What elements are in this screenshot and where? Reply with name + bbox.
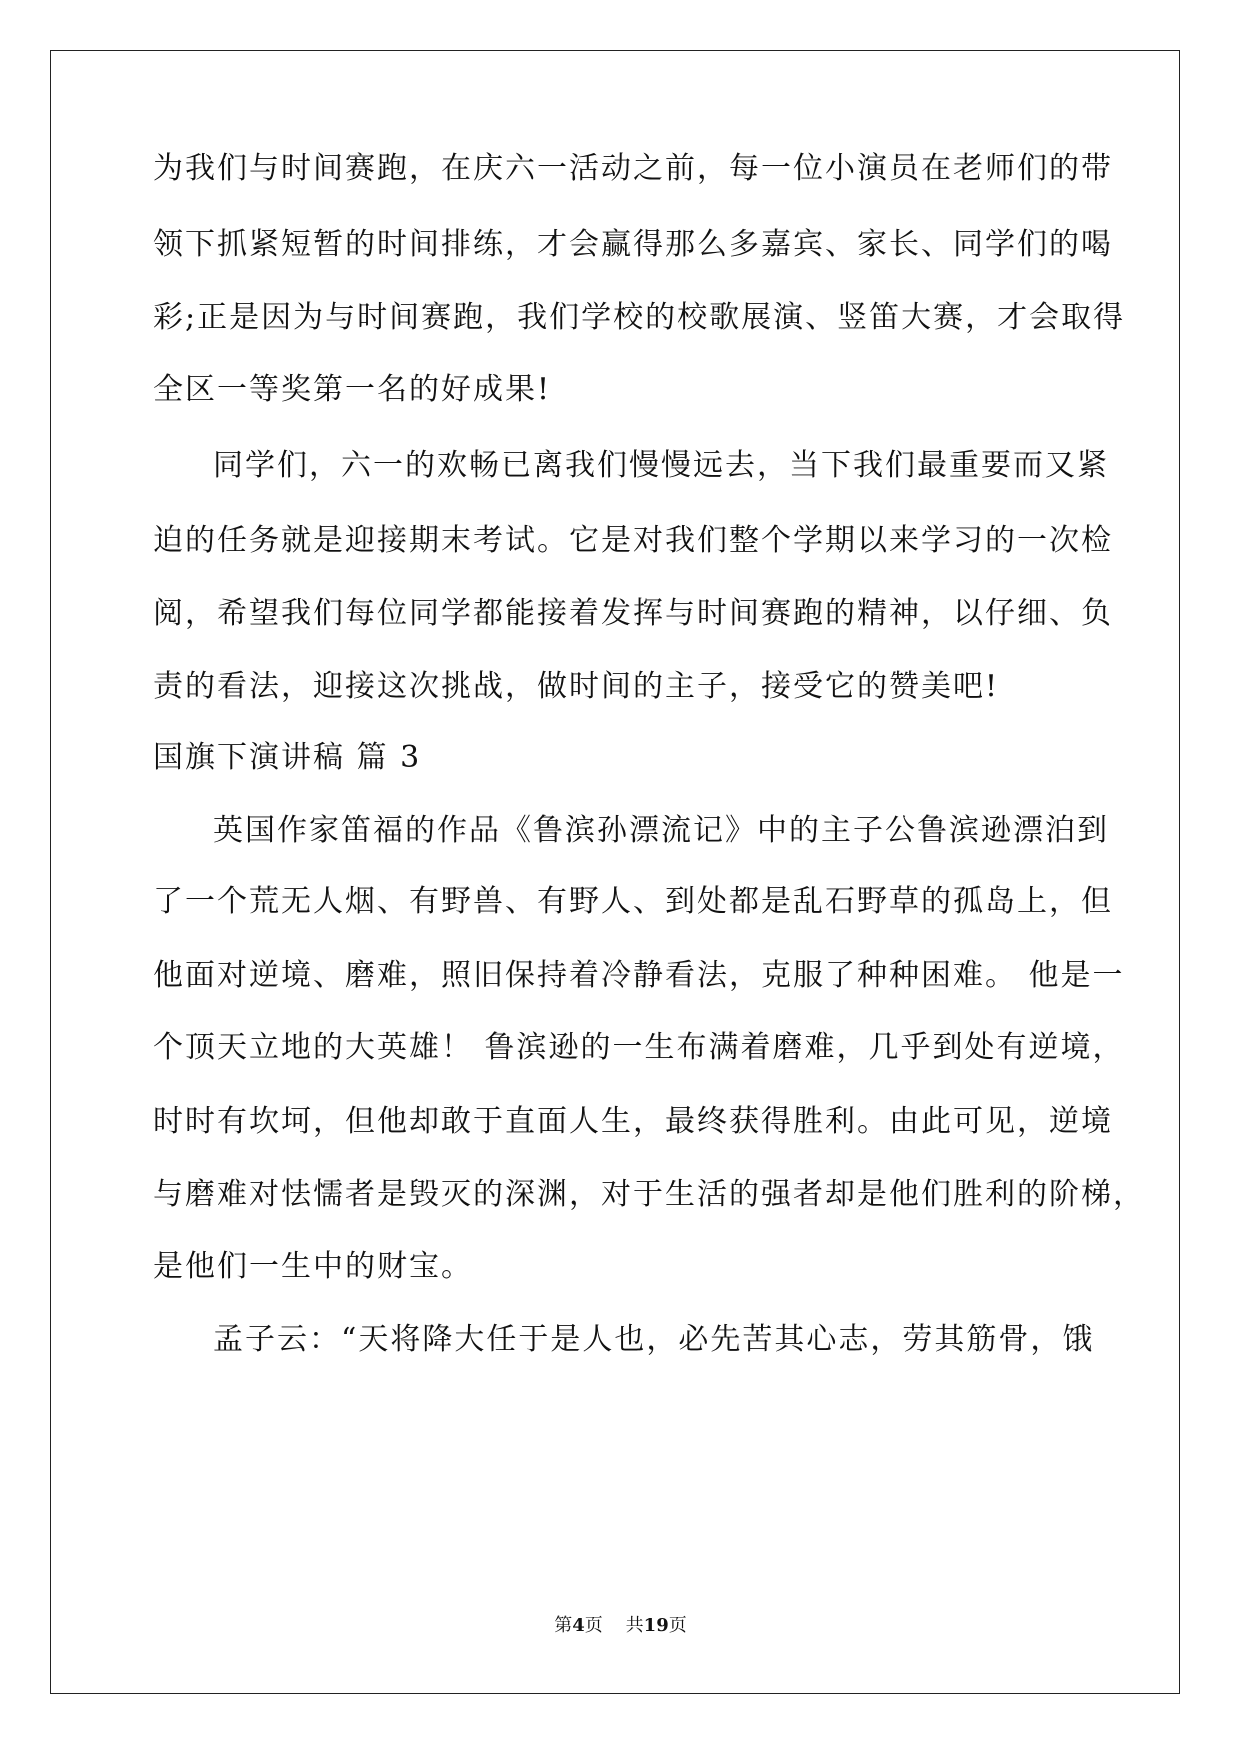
paragraph-line: 迫的任务就是迎接期末考试。它是对我们整个学期以来学习的一次检 [153,523,1113,558]
paragraph-line: 为我们与时间赛跑，在庆六一活动之前，每一位小演员在老师们的带 [153,151,1113,186]
paragraph-line: 与磨难对怯懦者是毁灭的深渊，对于生活的强者却是他们胜利的阶梯， [153,1177,1145,1212]
paragraph-line: 领下抓紧短暂的时间排练，才会赢得那么多嘉宾、家长、同学们的喝 [153,227,1113,262]
paragraph-line: 他面对逆境、磨难，照旧保持着冷静看法，克服了种种困难。 他是一 [153,958,1125,993]
paragraph-line: 全区一等奖第一名的好成果! [153,372,552,407]
total-unit: 页 [668,1615,687,1636]
page-prefix: 第 [554,1615,573,1636]
paragraph-line: 时时有坎坷，但他却敢于直面人生，最终获得胜利。由此可见，逆境 [153,1104,1113,1139]
paragraph-line: 孟子云：“天将降大任于是人也，必先苦其心志，劳其筋骨，饿 [213,1322,1095,1357]
page-footer [0,1614,1241,1638]
total-pages: 19 [643,1615,669,1636]
paragraph-line: 英国作家笛福的作品《鲁滨孙漂流记》中的主子公鲁滨逊漂泊到 [213,813,1109,848]
paragraph-line: 阅，希望我们每位同学都能接着发挥与时间赛跑的精神，以仔细、负 [153,596,1113,631]
paragraph-line: 彩;正是因为与时间赛跑，我们学校的校歌展演、竖笛大赛，才会取得 [153,300,1126,335]
section-heading: 国旗下演讲稿 篇 3 [153,740,422,775]
page-number: 4 [572,1615,585,1636]
paragraph-line: 个顶天立地的大英雄！ 鲁滨逊的一生布满着磨难，几乎到处有逆境， [153,1030,1125,1065]
paragraph-line: 责的看法，迎接这次挑战，做时间的主子，接受它的赞美吧! [153,669,1000,704]
paragraph-line: 同学们，六一的欢畅已离我们慢慢远去，当下我们最重要而又紧 [213,448,1109,483]
paragraph-line: 是他们一生中的财宝。 [153,1249,473,1284]
page-border [50,50,1180,1694]
total-prefix: 共 [625,1615,644,1636]
paragraph-line: 了一个荒无人烟、有野兽、有野人、到处都是乱石野草的孤岛上，但 [153,884,1113,919]
page-unit: 页 [584,1615,603,1636]
